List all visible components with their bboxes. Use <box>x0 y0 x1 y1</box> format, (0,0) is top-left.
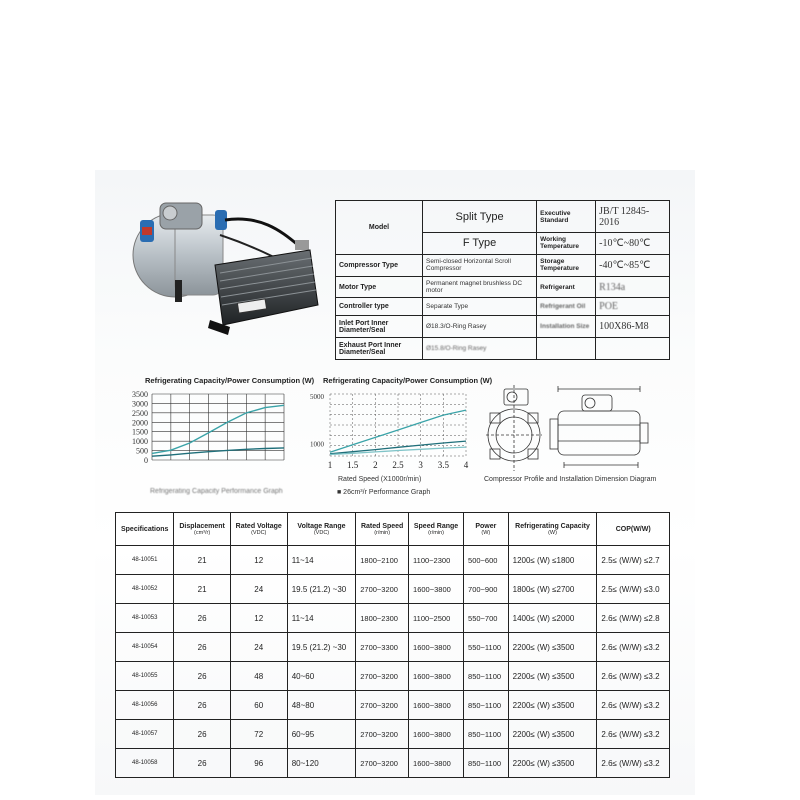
spec-key: Compressor Type <box>336 254 423 276</box>
column-header <box>508 513 597 546</box>
table-cell: 48-10055 <box>116 662 174 691</box>
table-cell: 850~1100 <box>464 662 509 691</box>
table-cell: 1800~2300 <box>356 604 409 633</box>
spec-table <box>335 200 670 360</box>
spec-value <box>596 338 670 360</box>
chart1-caption: Refrigerating Capacity Performance Graph <box>150 488 283 495</box>
table-cell: 550~700 <box>464 604 509 633</box>
table-cell: 48-10053 <box>116 604 174 633</box>
spec-value: 100X86-M8 <box>596 316 670 338</box>
y-tick-label: 5000 <box>310 393 324 401</box>
column-header-unit: (r/min) <box>374 529 391 536</box>
table-cell: 1600~3800 <box>409 633 464 662</box>
series-line <box>330 447 466 454</box>
column-header <box>464 513 509 546</box>
y-tick-label: 3500 <box>132 390 148 399</box>
spec-key: Storage Temperature <box>537 254 596 276</box>
column-header-label: Rated Voltage <box>235 522 282 530</box>
table-cell: 72 <box>230 720 287 749</box>
table-cell: 2.6≤ (W/W) ≤3.2 <box>597 749 670 778</box>
spec-value: Split Type <box>423 201 537 233</box>
table-cell: 1600~3800 <box>409 662 464 691</box>
table-cell: 12 <box>230 604 287 633</box>
spec-value: Separate Type <box>423 298 537 316</box>
spec-key: Exhaust Port Inner Diameter/Seal <box>336 338 423 360</box>
y-tick-label: 1000 <box>310 440 324 449</box>
spec-value: Semi-closed Horizontal Scroll Compressor <box>423 254 537 276</box>
x-tick-label: 1.5 <box>347 460 359 470</box>
table-cell: 26 <box>174 691 230 720</box>
table-cell: 2.6≤ (W/W) ≤3.2 <box>597 662 670 691</box>
table-cell: 2.5≤ (W/W) ≤2.7 <box>597 546 670 575</box>
table-row <box>116 749 670 778</box>
table-cell: 850~1100 <box>464 691 509 720</box>
table-row <box>116 633 670 662</box>
table-row <box>116 575 670 604</box>
table-cell: 2.6≤ (W/W) ≤3.2 <box>597 720 670 749</box>
column-header <box>174 513 230 546</box>
table-cell: 2700~3200 <box>356 662 409 691</box>
spec-value: -10℃~80℃ <box>596 233 670 255</box>
column-header <box>287 513 356 546</box>
table-cell: 12 <box>230 546 287 575</box>
table-cell: 1800~2100 <box>356 546 409 575</box>
table-cell: 1600~3800 <box>409 749 464 778</box>
spec-value: Permanent magnet brushless DC motor <box>423 276 537 298</box>
table-cell: 21 <box>174 546 230 575</box>
chart1-title: Refrigerating Capacity/Power Consumption (W) <box>145 376 315 385</box>
y-tick-label: 0 <box>144 456 148 465</box>
table-cell: 1800≤ (W) ≤2700 <box>508 575 597 604</box>
table-cell: 2700~3200 <box>356 749 409 778</box>
table-cell: 700~900 <box>464 575 509 604</box>
x-tick-label: 2.5 <box>392 460 404 470</box>
table-cell: 550~1100 <box>464 633 509 662</box>
column-header-label: COP(W/W) <box>615 525 651 533</box>
table-cell: 2200≤ (W) ≤3500 <box>508 749 597 778</box>
spec-value: POE <box>596 298 670 316</box>
performance-body <box>116 546 670 778</box>
y-tick-label: 1500 <box>132 427 148 437</box>
spec-value: JB/T 12845-2016 <box>596 201 670 233</box>
table-cell: 2.6≤ (W/W) ≤2.8 <box>597 604 670 633</box>
table-cell: 26 <box>174 749 230 778</box>
table-cell: 2200≤ (W) ≤3500 <box>508 691 597 720</box>
table-cell: 80~120 <box>287 749 356 778</box>
table-cell: 2.5≤ (W/W) ≤3.0 <box>597 575 670 604</box>
x-tick-label: 3 <box>418 460 423 470</box>
chart2-title: Refrigerating Capacity/Power Consumption (W) <box>323 376 493 385</box>
column-header-unit: (cm³/r) <box>194 529 211 536</box>
table-row <box>116 662 670 691</box>
table-cell: 48-10052 <box>116 575 174 604</box>
spec-key: Working Temperature <box>537 233 596 255</box>
column-header-label: Speed Range <box>413 522 459 530</box>
dimension-diagram <box>482 383 657 475</box>
table-cell: 48-10054 <box>116 633 174 662</box>
spec-key: Installation Size <box>537 316 596 338</box>
series-line <box>152 405 284 453</box>
table-cell: 26 <box>174 633 230 662</box>
table-cell: 1100~2300 <box>409 546 464 575</box>
table-cell: 26 <box>174 662 230 691</box>
y-tick-label: 2500 <box>132 408 148 418</box>
spec-value: -40℃~85℃ <box>596 254 670 276</box>
y-tick-label: 2000 <box>132 418 148 428</box>
y-tick-label: 500 <box>136 446 148 456</box>
x-tick-label: 2 <box>373 460 378 470</box>
table-cell: 1400≤ (W) ≤2000 <box>508 604 597 633</box>
spec-key: Inlet Port Inner Diameter/Seal <box>336 316 423 338</box>
chart2-xlabel: Rated Speed (X1000r/min) <box>338 476 422 483</box>
table-cell: 24 <box>230 633 287 662</box>
chart2 <box>300 390 472 472</box>
table-cell: 48-10058 <box>116 749 174 778</box>
spec-key: Refrigerant Oil <box>537 298 596 316</box>
table-cell: 24 <box>230 575 287 604</box>
table-cell: 48-10051 <box>116 546 174 575</box>
column-header-unit: (W) <box>481 529 491 536</box>
table-cell: 850~1100 <box>464 720 509 749</box>
y-tick-label: 1000 <box>132 437 148 447</box>
table-cell: 48~80 <box>287 691 356 720</box>
x-tick-label: 4 <box>463 460 469 470</box>
table-cell: 850~1100 <box>464 749 509 778</box>
table-cell: 2200≤ (W) ≤3500 <box>508 720 597 749</box>
column-header-label: Rated Speed <box>360 522 404 530</box>
chart1 <box>118 388 290 470</box>
table-cell: 19.5 (21.2) ~30 <box>287 575 356 604</box>
spec-value: R134a <box>596 276 670 298</box>
table-cell: 60~95 <box>287 720 356 749</box>
table-row <box>116 720 670 749</box>
table-cell: 1100~2500 <box>409 604 464 633</box>
spec-value: Ø15.8/O-Ring Rasey <box>423 338 537 360</box>
spec-value: F Type <box>423 233 537 255</box>
spec-key: Motor Type <box>336 276 423 298</box>
column-header-label: Voltage Range <box>297 522 346 530</box>
spec-key: Executive Standard <box>537 201 596 233</box>
table-cell: 48-10056 <box>116 691 174 720</box>
table-cell: 48 <box>230 662 287 691</box>
table-cell: 2.6≤ (W/W) ≤3.2 <box>597 633 670 662</box>
x-tick-label: 3.5 <box>437 460 449 470</box>
performance-table <box>115 512 670 778</box>
table-row <box>116 691 670 720</box>
x-tick-label: 1 <box>327 460 333 470</box>
table-cell: 2.6≤ (W/W) ≤3.2 <box>597 691 670 720</box>
table-cell: 2700~3200 <box>356 691 409 720</box>
column-header-unit: (VDC) <box>251 529 267 536</box>
table-cell: 11~14 <box>287 604 356 633</box>
column-header-label: Refrigerating Capacity <box>515 522 590 530</box>
table-cell: 11~14 <box>287 546 356 575</box>
column-header <box>230 513 287 546</box>
column-header-unit: (VDC) <box>313 529 330 536</box>
table-cell: 48-10057 <box>116 720 174 749</box>
table-cell: 60 <box>230 691 287 720</box>
table-cell: 1600~3800 <box>409 691 464 720</box>
table-cell: 500~600 <box>464 546 509 575</box>
column-header-label: Displacement <box>179 522 225 530</box>
table-cell: 96 <box>230 749 287 778</box>
table-cell: 21 <box>174 575 230 604</box>
table-cell: 19.5 (21.2) ~30 <box>287 633 356 662</box>
table-cell: 2200≤ (W) ≤3500 <box>508 633 597 662</box>
column-header-label: Specifications <box>120 525 169 533</box>
performance-header-row <box>116 513 670 546</box>
table-cell: 2700~3200 <box>356 720 409 749</box>
table-cell: 1600~3800 <box>409 575 464 604</box>
table-cell: 2700~3300 <box>356 633 409 662</box>
column-header-unit: (W) <box>548 529 557 536</box>
column-header <box>356 513 409 546</box>
table-cell: 2200≤ (W) ≤3500 <box>508 662 597 691</box>
column-header-unit: (r/min) <box>428 529 444 536</box>
column-header-label: Power <box>475 522 497 530</box>
column-header <box>409 513 464 546</box>
table-cell: 26 <box>174 604 230 633</box>
diagram-caption: Compressor Profile and Installation Dimension Diagram <box>484 476 657 483</box>
compressor-photo <box>120 185 325 350</box>
table-cell: 40~60 <box>287 662 356 691</box>
table-cell: 2700~3200 <box>356 575 409 604</box>
spec-key: Refrigerant <box>537 276 596 298</box>
table-cell: 1200≤ (W) ≤1800 <box>508 546 597 575</box>
y-tick-label: 3000 <box>132 399 148 409</box>
table-cell: 26 <box>174 720 230 749</box>
column-header <box>116 513 174 546</box>
column-header <box>597 513 670 546</box>
table-row <box>116 604 670 633</box>
spec-key: Model <box>336 201 423 255</box>
table-row <box>116 546 670 575</box>
spec-key <box>537 338 596 360</box>
spec-value: Ø18.3/O-Ring Rasey <box>423 316 537 338</box>
chart2-caption: ■ 26cm³/r Performance Graph <box>337 489 431 496</box>
table-cell: 1600~3800 <box>409 720 464 749</box>
spec-key: Controller type <box>336 298 423 316</box>
